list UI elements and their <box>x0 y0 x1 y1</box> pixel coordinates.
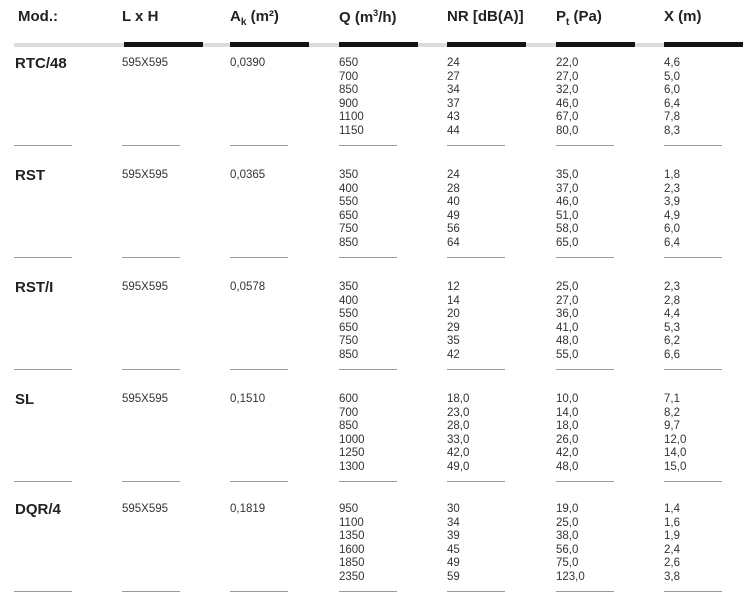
airflow-value: 650 <box>339 57 359 69</box>
header-bar-pt <box>556 42 635 47</box>
header-ak-unit: (m²) <box>250 8 279 25</box>
throw-value: 2,3 <box>664 182 680 195</box>
throw-value: 2,8 <box>664 294 680 307</box>
airflow-value: 650 <box>339 209 359 222</box>
noise-value: 44 <box>447 124 460 137</box>
header-x-label: X (m) <box>664 8 702 25</box>
row-separator <box>339 145 397 146</box>
airflow-value: 400 <box>339 294 359 307</box>
row-separator <box>556 591 614 592</box>
row-separator <box>447 257 505 258</box>
airflow-value: 850 <box>339 84 359 96</box>
airflow-value: 750 <box>339 223 359 235</box>
pressure-value: 123,0 <box>556 570 585 583</box>
throw-value: 2,6 <box>664 557 680 569</box>
throw-value: 1,6 <box>664 516 680 529</box>
header-bar-ak <box>230 42 309 47</box>
pressure-value-list <box>556 169 578 250</box>
row-separator <box>14 257 72 258</box>
row-separator <box>447 145 505 146</box>
airflow-value: 700 <box>339 70 359 83</box>
row-separator <box>230 481 288 482</box>
row-separator <box>339 257 397 258</box>
noise-value: 49,0 <box>447 460 470 473</box>
throw-value: 6,4 <box>664 236 680 249</box>
throw-value: 8,2 <box>664 406 680 419</box>
area-value: 0,1510 <box>230 393 266 405</box>
row-separator <box>556 481 614 482</box>
header-lxh <box>122 8 158 25</box>
airflow-value: 1850 <box>339 557 365 569</box>
airflow-value: 2350 <box>339 570 365 583</box>
noise-value: 49 <box>447 557 460 569</box>
pressure-value: 56,0 <box>556 543 579 556</box>
model-name: RTC/48 <box>15 55 67 72</box>
pressure-value-list <box>556 503 585 584</box>
throw-value: 7,1 <box>664 393 680 405</box>
noise-value-list <box>447 57 460 138</box>
airflow-value: 600 <box>339 393 359 405</box>
pressure-value: 27,0 <box>556 70 579 83</box>
throw-value: 5,3 <box>664 321 680 334</box>
throw-value: 4,9 <box>664 209 680 222</box>
pressure-value-list <box>556 57 578 138</box>
pressure-value: 75,0 <box>556 557 579 569</box>
noise-value: 14 <box>447 294 460 307</box>
noise-value: 20 <box>447 308 460 320</box>
airflow-value: 550 <box>339 308 359 320</box>
header-q-main: Q (m <box>339 9 374 26</box>
airflow-value: 850 <box>339 236 359 249</box>
header-pt-unit: (Pa) <box>573 8 602 25</box>
pressure-value: 36,0 <box>556 308 579 320</box>
airflow-value: 850 <box>339 348 359 361</box>
throw-value: 1,8 <box>664 169 680 181</box>
row-separator <box>230 591 288 592</box>
pressure-value: 25,0 <box>556 281 579 293</box>
noise-value: 28,0 <box>447 420 470 432</box>
header-q <box>339 8 397 26</box>
row-separator <box>556 369 614 370</box>
header-bar-nr <box>447 42 526 47</box>
throw-value: 2,3 <box>664 281 680 293</box>
size-value: 595X595 <box>122 281 169 293</box>
throw-value: 3,8 <box>664 570 680 583</box>
pressure-value: 46,0 <box>556 196 579 208</box>
row-separator <box>664 257 722 258</box>
airflow-value: 1100 <box>339 111 364 123</box>
pressure-value: 48,0 <box>556 460 579 473</box>
pressure-value: 35,0 <box>556 169 579 181</box>
noise-value: 23,0 <box>447 406 470 419</box>
noise-value-list <box>447 503 460 584</box>
noise-value: 30 <box>447 503 460 515</box>
row-separator <box>122 369 180 370</box>
row-separator <box>230 369 288 370</box>
pressure-value: 10,0 <box>556 393 579 405</box>
header-ak <box>230 8 279 28</box>
pressure-value: 48,0 <box>556 335 579 347</box>
throw-value: 6,0 <box>664 84 680 96</box>
row-separator <box>122 591 180 592</box>
airflow-value-list <box>339 57 364 138</box>
noise-value: 37 <box>447 97 460 110</box>
airflow-value: 850 <box>339 420 359 432</box>
airflow-value: 350 <box>339 281 359 293</box>
model-name: RST/I <box>15 279 54 296</box>
header-mod-label: Mod.: <box>18 8 58 25</box>
pressure-value: 41,0 <box>556 321 579 334</box>
throw-value: 9,7 <box>664 420 680 432</box>
header-nr-label: NR [dB(A)] <box>447 8 524 25</box>
noise-value: 24 <box>447 169 460 181</box>
pressure-value: 65,0 <box>556 236 579 249</box>
pressure-value: 27,0 <box>556 294 579 307</box>
noise-value: 29 <box>447 321 460 334</box>
header-bar-lxh <box>124 42 203 47</box>
throw-value-list <box>664 281 680 362</box>
noise-value: 59 <box>447 570 460 583</box>
airflow-value: 750 <box>339 335 359 347</box>
throw-value: 6,0 <box>664 223 680 235</box>
area-value: 0,0365 <box>230 169 266 181</box>
row-separator <box>14 369 72 370</box>
noise-value: 28 <box>447 182 460 195</box>
throw-value: 5,0 <box>664 70 680 83</box>
row-separator <box>664 481 722 482</box>
header-ak-main: A <box>230 8 241 25</box>
airflow-value: 950 <box>339 503 359 515</box>
header-pt-sub: t <box>566 17 570 28</box>
row-separator <box>14 145 72 146</box>
airflow-value: 1250 <box>339 447 365 459</box>
row-separator <box>122 145 180 146</box>
noise-value: 42 <box>447 348 460 361</box>
airflow-value: 350 <box>339 169 359 181</box>
pressure-value: 32,0 <box>556 84 579 96</box>
airflow-value: 700 <box>339 406 359 419</box>
row-separator <box>339 591 397 592</box>
header-q-sup: 3 <box>373 8 379 18</box>
row-separator <box>447 481 505 482</box>
row-separator <box>447 369 505 370</box>
throw-value-list <box>664 393 686 474</box>
throw-value: 7,8 <box>664 111 680 123</box>
pressure-value-list <box>556 393 578 474</box>
airflow-value-list <box>339 503 365 584</box>
row-separator <box>230 145 288 146</box>
pressure-value: 38,0 <box>556 530 579 542</box>
throw-value: 15,0 <box>664 460 687 473</box>
pressure-value: 18,0 <box>556 420 579 432</box>
header-bar-q <box>339 42 418 47</box>
airflow-value: 900 <box>339 97 359 110</box>
header-ak-sub: k <box>240 17 247 28</box>
noise-value: 49 <box>447 209 460 222</box>
noise-value: 33,0 <box>447 433 470 446</box>
airflow-value: 1000 <box>339 433 365 446</box>
pressure-value: 67,0 <box>556 111 579 123</box>
header-pt <box>556 8 602 28</box>
row-separator <box>664 591 722 592</box>
pressure-value-list <box>556 281 578 362</box>
header-mod <box>18 8 58 25</box>
noise-value: 45 <box>447 543 460 556</box>
row-separator <box>339 369 397 370</box>
noise-value: 34 <box>447 84 460 96</box>
airflow-value-list <box>339 393 365 474</box>
row-separator <box>556 145 614 146</box>
noise-value: 18,0 <box>447 393 470 405</box>
airflow-value: 1100 <box>339 516 364 529</box>
pressure-value: 25,0 <box>556 516 579 529</box>
pressure-value: 80,0 <box>556 124 579 137</box>
noise-value: 27 <box>447 70 460 83</box>
airflow-value: 650 <box>339 321 359 334</box>
airflow-value: 400 <box>339 182 359 195</box>
throw-value: 6,4 <box>664 97 680 110</box>
noise-value-list <box>447 169 460 250</box>
noise-value: 43 <box>447 111 460 123</box>
header-nr <box>447 8 524 25</box>
model-name: RST <box>15 167 45 184</box>
throw-value: 1,4 <box>664 503 680 515</box>
pressure-value: 46,0 <box>556 97 579 110</box>
size-value: 595X595 <box>122 57 169 69</box>
noise-value: 40 <box>447 196 460 208</box>
row-separator <box>122 481 180 482</box>
throw-value: 2,4 <box>664 543 680 556</box>
throw-value: 8,3 <box>664 124 680 137</box>
model-name: SL <box>15 391 35 408</box>
pressure-value: 51,0 <box>556 209 579 222</box>
throw-value: 14,0 <box>664 447 687 459</box>
noise-value: 56 <box>447 223 460 235</box>
throw-value: 6,2 <box>664 335 680 347</box>
noise-value: 39 <box>447 530 460 542</box>
airflow-value-list <box>339 169 358 250</box>
size-value: 595X595 <box>122 503 169 515</box>
airflow-value: 550 <box>339 196 359 208</box>
pressure-value: 22,0 <box>556 57 579 69</box>
pressure-value: 37,0 <box>556 182 579 195</box>
pressure-value: 14,0 <box>556 406 579 419</box>
row-separator <box>556 257 614 258</box>
row-separator <box>339 481 397 482</box>
area-value: 0,0390 <box>230 57 266 69</box>
airflow-value: 1350 <box>339 530 365 542</box>
throw-value-list <box>664 57 680 138</box>
area-value: 0,1819 <box>230 503 266 515</box>
noise-value-list <box>447 393 469 474</box>
row-separator <box>447 591 505 592</box>
airflow-value: 1150 <box>339 124 364 137</box>
row-separator <box>664 369 722 370</box>
throw-value: 6,6 <box>664 348 680 361</box>
noise-value: 34 <box>447 516 460 529</box>
row-separator <box>14 481 72 482</box>
header-x <box>664 8 702 25</box>
noise-value-list <box>447 281 460 362</box>
row-separator <box>14 591 72 592</box>
throw-value: 12,0 <box>664 433 687 446</box>
row-separator <box>230 257 288 258</box>
throw-value: 4,6 <box>664 57 680 69</box>
noise-value: 64 <box>447 236 460 249</box>
header-lxh-label: L x H <box>122 8 159 25</box>
noise-value: 42,0 <box>447 447 470 459</box>
model-name: DQR/4 <box>15 501 61 518</box>
throw-value: 4,4 <box>664 308 680 320</box>
size-value: 595X595 <box>122 393 169 405</box>
noise-value: 35 <box>447 335 460 347</box>
pressure-value: 55,0 <box>556 348 579 361</box>
pressure-value: 19,0 <box>556 503 579 515</box>
pressure-value: 42,0 <box>556 447 579 459</box>
row-separator <box>122 257 180 258</box>
throw-value-list <box>664 503 680 584</box>
area-value: 0,0578 <box>230 281 266 293</box>
noise-value: 24 <box>447 57 460 69</box>
throw-value: 1,9 <box>664 530 680 542</box>
header-q-rest: /h) <box>378 9 397 26</box>
pressure-value: 26,0 <box>556 433 579 446</box>
airflow-value: 1300 <box>339 460 365 473</box>
noise-value: 12 <box>447 281 460 293</box>
pressure-value: 58,0 <box>556 223 579 235</box>
header-bar-x <box>664 42 743 47</box>
throw-value: 3,9 <box>664 196 680 208</box>
throw-value-list <box>664 169 680 250</box>
airflow-value-list <box>339 281 358 362</box>
airflow-value: 1600 <box>339 543 365 556</box>
row-separator <box>664 145 722 146</box>
header-pt-main: P <box>556 8 567 25</box>
size-value: 595X595 <box>122 169 169 181</box>
